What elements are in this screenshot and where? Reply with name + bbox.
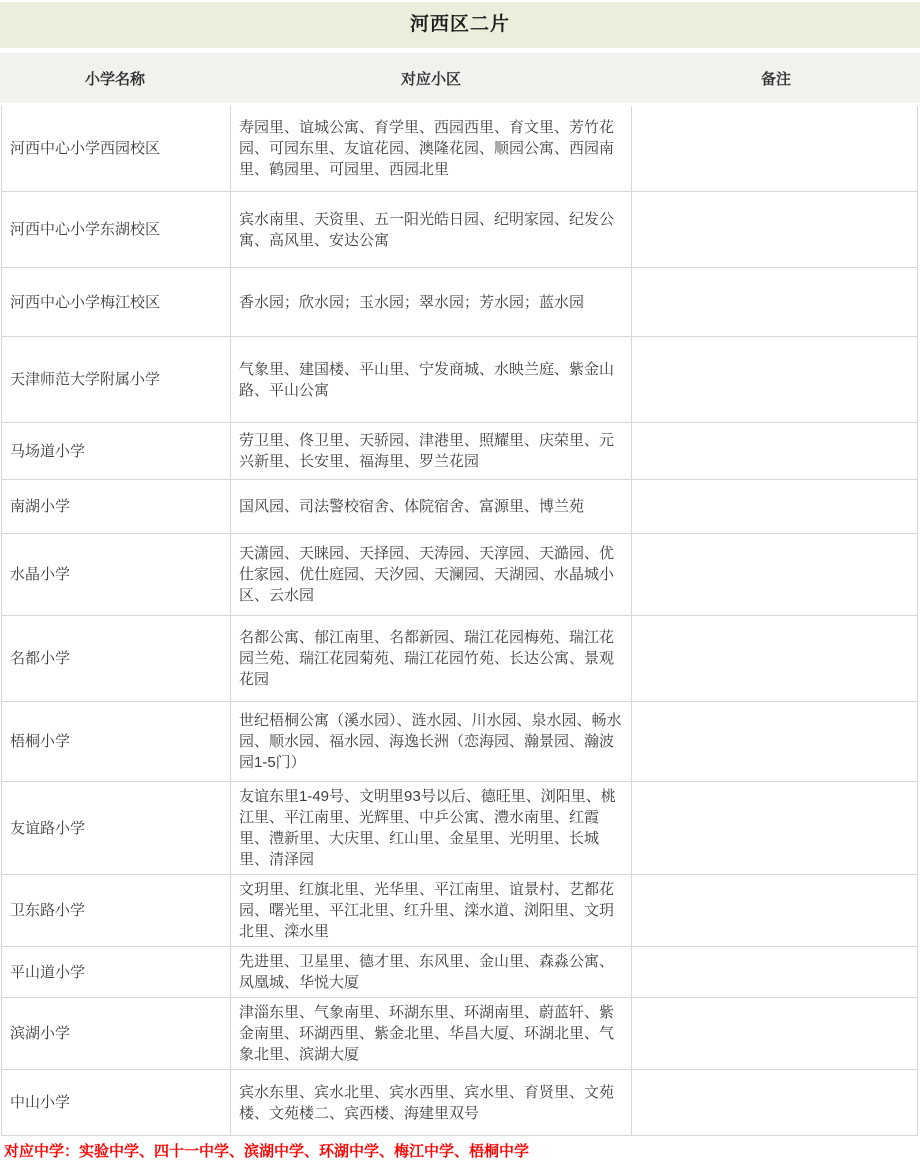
communities-cell: 寿园里、谊城公寓、育学里、西园西里、育文里、芳竹花园、可园东里、友谊花园、澳隆花园、顺园公寓、西园南里、鹤园里、可园里、西园北里: [231, 106, 632, 192]
communities-cell: 劳卫里、佟卫里、天骄园、津港里、照耀里、庆荣里、元兴新里、长安里、福海里、罗兰花园: [231, 423, 632, 480]
school-name-cell: 名都小学: [2, 616, 231, 702]
table-row: [2, 106, 918, 192]
school-name-cell: 河西中心小学东湖校区: [2, 192, 231, 268]
communities-cell: 宾水东里、宾水北里、宾水西里、宾水里、育贤里、文苑楼、文苑楼二、宾西楼、海建里双号: [231, 1070, 632, 1136]
communities-cell: 友谊东里1-49号、文明里93号以后、德旺里、浏阳里、桃江里、平江南里、光辉里、中乒公寓、澧水南里、红霞里、澧新里、大庆里、红山里、金星里、光明里、长城里、清泽园: [231, 782, 632, 875]
school-name-cell: 友谊路小学: [2, 782, 231, 875]
school-name-cell: 河西中心小学西园校区: [2, 106, 231, 192]
communities-cell: 世纪梧桐公寓（溪水园）、涟水园、川水园、泉水园、畅水园、顺水园、福水园、海逸长洲（恋海园、瀚景园、瀚波园1-5门）: [231, 702, 632, 782]
page-title: 河西区二片: [0, 2, 920, 48]
school-name-cell: 卫东路小学: [2, 875, 231, 947]
column-header-school-name: 小学名称: [84, 70, 145, 88]
remarks-cell: [632, 1070, 918, 1136]
column-header-remarks: 备注: [760, 70, 791, 88]
school-name-cell: 梧桐小学: [2, 702, 231, 782]
communities-cell: 名都公寓、郁江南里、名都新园、瑞江花园梅苑、瑞江花园兰苑、瑞江花园菊苑、瑞江花园竹苑、长达公寓、景观花园: [231, 616, 632, 702]
remarks-cell: [632, 616, 918, 702]
remarks-cell: [632, 534, 918, 616]
school-name-cell: 马场道小学: [2, 423, 231, 480]
communities-cell: 先进里、卫星里、德才里、东风里、金山里、森淼公寓、凤凰城、华悦大厦: [231, 947, 632, 998]
remarks-cell: [632, 702, 918, 782]
table-row: [2, 616, 918, 702]
table-row: [2, 337, 918, 423]
remarks-cell: [632, 337, 918, 423]
school-name-cell: 河西中心小学梅江校区: [2, 268, 231, 337]
communities-cell: 文玥里、红旗北里、光华里、平江南里、谊景村、艺都花园、曙光里、平江北里、红升里、滦水道、浏阳里、文玥北里、滦水里: [231, 875, 632, 947]
table-row: [2, 480, 918, 534]
table-row: [2, 947, 918, 998]
remarks-cell: [632, 998, 918, 1070]
school-name-cell: 南湖小学: [2, 480, 231, 534]
column-header-communities: 对应小区: [400, 70, 461, 88]
communities-cell: 宾水南里、天资里、五一阳光皓日园、纪明家园、纪发公寓、高风里、安达公寓: [231, 192, 632, 268]
communities-cell: 天潇园、天睐园、天择园、天涛园、天淳园、天澔园、优仕家园、优仕庭园、天汐园、天澜园、天湖园、水晶城小区、云水园: [231, 534, 632, 616]
communities-cell: 香水园；欣水园；玉水园；翠水园；芳水园；蓝水园: [231, 268, 632, 337]
table-row: [2, 875, 918, 947]
remarks-cell: [632, 268, 918, 337]
table-row: [2, 423, 918, 480]
table-row: [2, 702, 918, 782]
table-row: [2, 782, 918, 875]
table-body: [2, 106, 918, 1136]
remarks-cell: [632, 106, 918, 192]
school-name-cell: 水晶小学: [2, 534, 231, 616]
school-name-cell: 中山小学: [2, 1070, 231, 1136]
corresponding-middle-schools-note: 对应中学：实验中学、四十一中学、滨湖中学、环湖中学、梅江中学、梧桐中学: [4, 1143, 530, 1160]
table-header-row: [0, 53, 920, 103]
remarks-cell: [632, 192, 918, 268]
school-name-cell: 平山道小学: [2, 947, 231, 998]
table-row: [2, 268, 918, 337]
table-row: [2, 534, 918, 616]
remarks-cell: [632, 782, 918, 875]
school-district-table: [1, 106, 918, 1136]
remarks-cell: [632, 480, 918, 534]
school-name-cell: 滨湖小学: [2, 998, 231, 1070]
communities-cell: 国风园、司法警校宿舍、体院宿舍、富源里、博兰苑: [231, 480, 632, 534]
page: [0, 2, 920, 1160]
remarks-cell: [632, 423, 918, 480]
remarks-cell: [632, 947, 918, 998]
communities-cell: 津淄东里、气象南里、环湖东里、环湖南里、蔚蓝轩、紫金南里、环湖西里、紫金北里、华昌大厦、环湖北里、气象北里、滨湖大厦: [231, 998, 632, 1070]
table-row: [2, 1070, 918, 1136]
table-row: [2, 998, 918, 1070]
remarks-cell: [632, 875, 918, 947]
school-name-cell: 天津师范大学附属小学: [2, 337, 231, 423]
table-row: [2, 192, 918, 268]
communities-cell: 气象里、建国楼、平山里、宁发商城、水映兰庭、紫金山路、平山公寓: [231, 337, 632, 423]
